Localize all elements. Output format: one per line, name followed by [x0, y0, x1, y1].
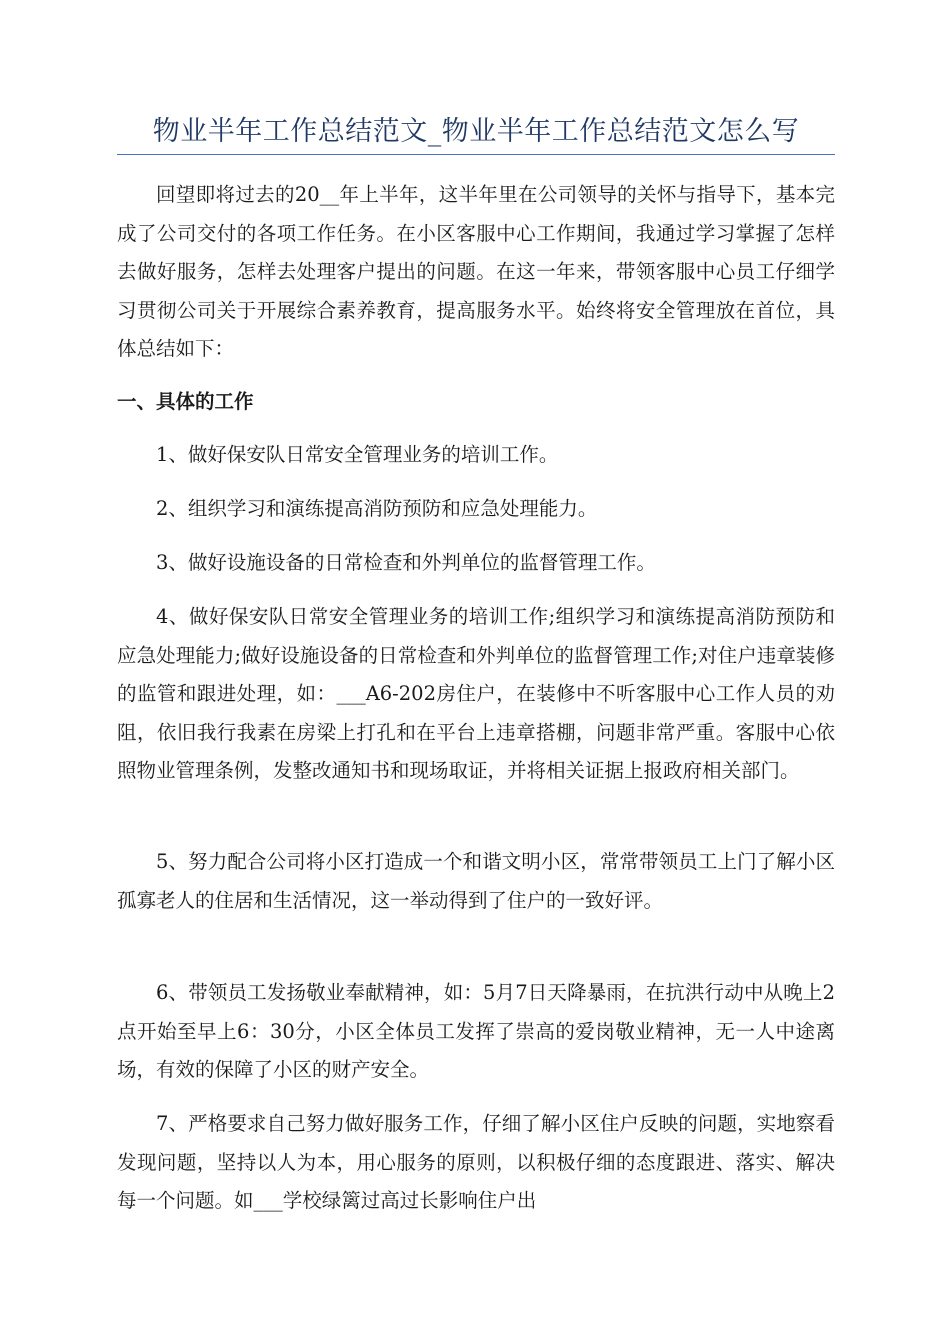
document-title: 物业半年工作总结范文_物业半年工作总结范文怎么写 [152, 116, 800, 147]
list-item: 7、严格要求自己努力做好服务工作，仔细了解小区住户反映的问题，实地察看发现问题，坚持以人为本，用心服务的原则，以积极仔细的态度跟进、落实、解决每一个问题。如___学校绿篱过高过长影响住户出 [117, 1112, 835, 1212]
list-item: 3、做好设施设备的日常检查和外判单位的监督管理工作。 [156, 551, 656, 574]
intro-paragraph: 回望即将过去的20__年上半年，这半年里在公司领导的关怀与指导下，基本完成了公司交付的各项工作任务。在小区客服中心工作期间，我通过学习掌握了怎样去做好服务，怎样去处理客户提出的问题。在这一年来，带领客服中心员工仔细学习贯彻公司关于开展综合素养教育，提高服务水平。始终将安全管理放在首位，具体总结如下： [117, 183, 835, 360]
list-item: 5、努力配合公司将小区打造成一个和谐文明小区，常常带领员工上门了解小区孤寡老人的住居和生活情况，这一举动得到了住户的一致好评。 [117, 850, 835, 912]
list-item: 6、带领员工发扬敬业奉献精神，如：5月7日天降暴雨，在抗洪行动中从晚上2点开始至早上6：30分，小区全体员工发挥了崇高的爱岗敬业精神，无一人中途离场，有效的保障了小区的财产安全。 [117, 981, 835, 1081]
title-underline [117, 154, 835, 155]
section-heading: 一、具体的工作 [117, 390, 254, 413]
list-item: 2、组织学习和演练提高消防预防和应急处理能力。 [156, 497, 598, 520]
list-item: 1、做好保安队日常安全管理业务的培训工作。 [156, 443, 559, 466]
list-item: 4、做好保安队日常安全管理业务的培训工作;组织学习和演练提高消防预防和应急处理能力;做好设施设备的日常检查和外判单位的监督管理工作;对住户违章装修的监管和跟进处理，如：___A6-202房住户，在装修中不听客服中心工作人员的劝阻，依旧我行我素在房梁上打孔和在平台上违章搭棚，问题非常严重。客服中心依照物业管理条例，发整改通知书和现场取证，并将相关证据上报政府相关部门。 [117, 605, 835, 782]
